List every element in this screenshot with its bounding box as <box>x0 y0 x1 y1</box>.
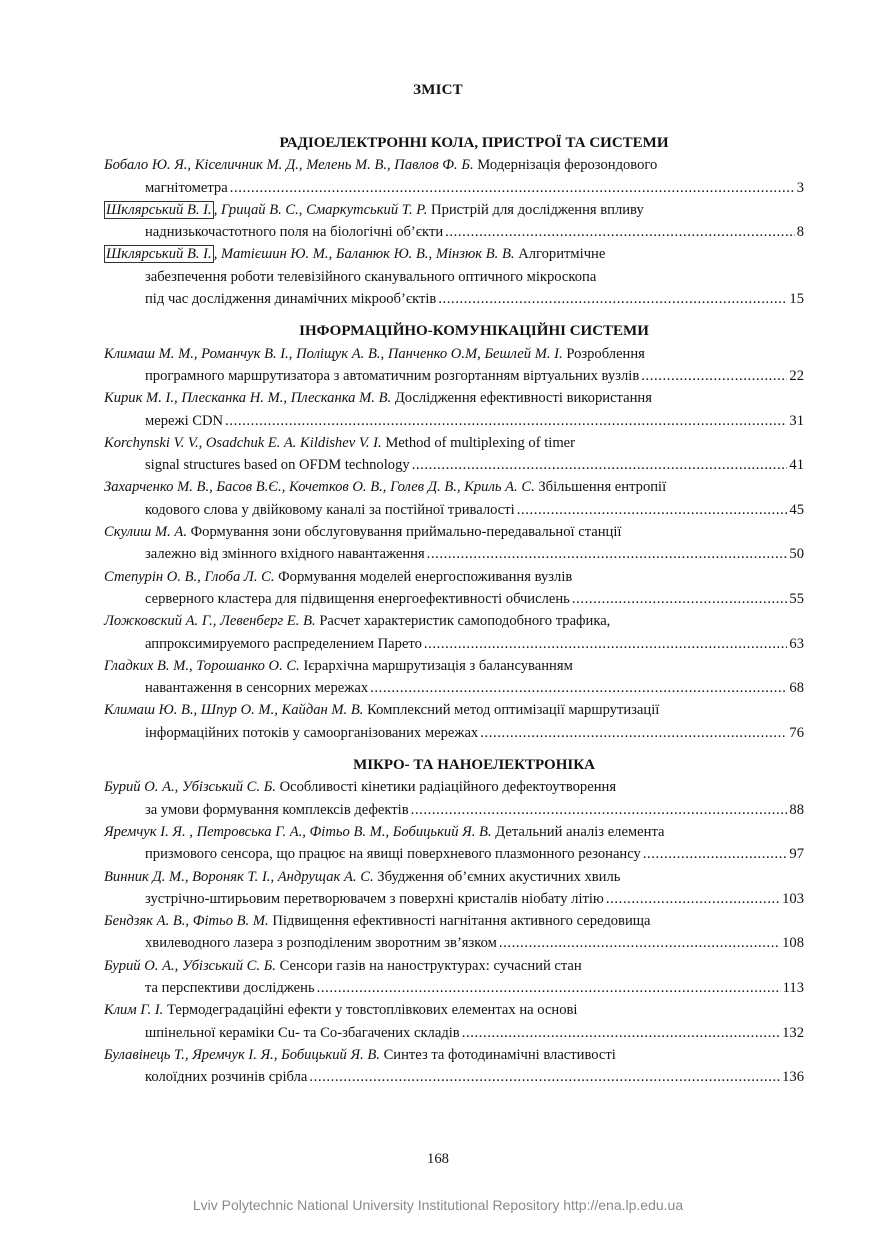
toc-entry[interactable] <box>104 387 804 432</box>
entry-title-continued: шпінельної кераміки Cu- та Co-збагачених складів <box>145 1024 460 1041</box>
entry-continuation-line <box>104 454 804 476</box>
entry-page-number[interactable]: 63 <box>789 635 804 652</box>
entry-title: Method of multiplexing of timer <box>385 434 576 451</box>
entry-authors: Скулиш М. А. <box>104 524 187 541</box>
entry-title: Синтез та фотодинамічні властивості <box>383 1046 616 1063</box>
entry-page-number[interactable]: 136 <box>782 1069 804 1086</box>
entry-first-line <box>104 866 804 888</box>
entry-authors: Климаш Ю. В., Шпур О. М., Кайдан М. В. <box>104 702 364 719</box>
entry-authors: Яремчук І. Я. , Петровська Г. А., Фітьо В. М., Бобицький Я. В. <box>104 823 492 840</box>
entry-title: Комплексний метод оптимізації маршрутизації <box>367 702 660 719</box>
entry-first-line <box>104 910 804 932</box>
entry-continuation-line <box>104 799 804 821</box>
entry-first-line <box>104 521 804 543</box>
entry-title: Формування зони обслуговування приймально-передавальної станції <box>190 524 622 541</box>
toc-entry[interactable] <box>104 432 804 477</box>
dot-leader <box>517 499 788 521</box>
entry-title-continued: забезпечення роботи телевізійного сканувального оптичного мікроскопа <box>145 268 597 285</box>
entry-continuation-line <box>104 977 804 999</box>
entry-continuation-line <box>104 365 804 387</box>
entry-authors: Korchynski V. V., Osadchuk E. A. Kildishev V. I. <box>104 434 382 451</box>
entry-title-continued: інформаційних потоків у самоорганізованих мережах <box>145 724 479 741</box>
entry-continuation-line <box>104 843 804 865</box>
entry-title-continued: під час дослідження динамічних мікрооб’єктів <box>145 291 437 308</box>
entry-title-continued: наднизькочастотного поля на біологічні об’єкти <box>145 224 444 241</box>
entry-title-continued: колоїдних розчинів срібла <box>145 1069 308 1086</box>
dot-leader <box>230 177 795 199</box>
entry-page-number[interactable]: 76 <box>789 724 804 741</box>
entry-title: Ієрархічна маршрутизація з балансуванням <box>303 657 573 674</box>
dot-leader <box>370 677 787 699</box>
entry-authors: Бобало Ю. Я., Кіселичник М. Д., Мелень М. В., Павлов Ф. Б. <box>104 157 474 174</box>
entry-title-continued: програмного маршрутизатора з автоматичним розгортанням віртуальних вузлів <box>145 367 640 384</box>
entry-authors: Булавінець Т., Яремчук І. Я., Бобицький Я. В. <box>104 1046 380 1063</box>
entry-page-number[interactable]: 113 <box>782 979 804 996</box>
dot-leader <box>643 843 788 865</box>
entry-title: Расчет характеристик самоподобного трафика, <box>319 613 611 630</box>
entry-title: Сенсори газів на наноструктурах: сучасний стан <box>279 957 582 974</box>
toc-entry[interactable] <box>104 955 804 1000</box>
entry-title-continued: та перспективи досліджень <box>145 979 315 996</box>
dot-leader <box>480 722 787 744</box>
toc-entry[interactable] <box>104 154 804 199</box>
dot-leader <box>427 543 788 565</box>
dot-leader <box>606 888 780 910</box>
entry-authors: Степурін О. В., Глоба Л. С. <box>104 568 275 585</box>
entry-page-number[interactable]: 15 <box>789 291 804 308</box>
entry-title: Алгоритмічне <box>518 246 606 263</box>
entry-authors: , Грицай В. С., Смаркутський Т. Р. <box>213 201 428 218</box>
entry-title: Модернізація ферозондового <box>477 157 658 174</box>
toc-entry[interactable] <box>104 476 804 521</box>
entry-continuation-line <box>104 1066 804 1088</box>
dot-leader <box>572 588 788 610</box>
section-heading: МІКРО- ТА НАНОЕЛЕКТРОНІКА <box>353 757 595 774</box>
toc-entry[interactable] <box>104 910 804 955</box>
repository-footer: Lviv Polytechnic National University Institutional Repository http://ena.lp.edu.ua <box>192 1197 684 1213</box>
entry-authors: Захарченко М. В., Басов В.Є., Кочетков О. В., Голев Д. В., Криль А. С. <box>104 479 535 496</box>
entry-continuation-line <box>104 499 804 521</box>
entry-continuation-line <box>104 722 804 744</box>
entry-page-number[interactable]: 55 <box>789 590 804 607</box>
entry-title: Підвищення ефективності нагнітання активного середовища <box>272 913 651 930</box>
entry-authors: Климаш М. М., Романчук В. І., Поліщук А. В., Панченко О.М, Бешлей М. І. <box>104 345 563 362</box>
entry-first-line <box>104 999 804 1021</box>
entry-continuation-line <box>104 888 804 910</box>
entry-continuation-line <box>104 221 804 243</box>
entry-authors: Гладких В. М., Торошанко О. С. <box>104 657 300 674</box>
toc-entry[interactable] <box>104 343 804 388</box>
dot-leader <box>309 1066 780 1088</box>
entry-first-line <box>104 566 804 588</box>
entry-title-continued: signal structures based on OFDM technology <box>145 457 410 474</box>
entry-title: Дослідження ефективності використання <box>394 390 652 407</box>
entry-title-continued: мережі CDN <box>145 412 224 429</box>
dot-leader <box>641 365 787 387</box>
entry-first-line <box>104 154 804 176</box>
entry-continuation-line <box>104 266 804 288</box>
entry-title: Пристрій для дослідження впливу <box>431 201 644 218</box>
entry-page-number[interactable]: 41 <box>789 457 804 474</box>
entry-page-number[interactable]: 22 <box>789 367 804 384</box>
entry-first-line <box>104 699 804 721</box>
entry-title: Розроблення <box>566 345 645 362</box>
entry-authors: Бурий О. А., Убізський С. Б. <box>104 779 276 796</box>
entry-title-continued: серверного кластера для підвищення енергоефективності обчислень <box>145 590 570 607</box>
toc-entry[interactable] <box>104 821 804 866</box>
entry-first-line <box>104 199 804 221</box>
entry-authors: Кирик М. І., Плесканка Н. М., Плесканка М. В. <box>104 390 392 407</box>
section-heading: РАДІОЕЛЕКТРОННІ КОЛА, ПРИСТРОЇ ТА СИСТЕМИ <box>279 135 669 151</box>
entry-page-number[interactable]: 103 <box>782 890 804 907</box>
entry-first-line <box>104 476 804 498</box>
dot-leader <box>225 410 787 432</box>
entry-title: Термодеградаційні ефекти у товстоплівкових елементах на основі <box>166 1002 578 1019</box>
entry-page-number[interactable]: 8 <box>796 224 804 241</box>
dot-leader <box>438 288 787 310</box>
entry-first-line <box>104 243 804 265</box>
toc-entry[interactable] <box>104 610 804 655</box>
entry-authors: Бурий О. А., Убізський С. Б. <box>104 957 276 974</box>
entry-title-continued: аппроксимируемого распределением Парето <box>145 635 422 652</box>
entry-first-line <box>104 1044 804 1066</box>
toc-entry[interactable] <box>104 776 804 821</box>
toc-entry[interactable] <box>104 866 804 911</box>
toc-entry[interactable] <box>104 566 804 611</box>
dot-leader <box>412 454 788 476</box>
toc-entry[interactable] <box>104 699 804 744</box>
entry-first-line <box>104 610 804 632</box>
entry-authors: Ложковский А. Г., Левенберг Е. В. <box>104 613 316 630</box>
entry-page-number[interactable]: 88 <box>789 801 804 818</box>
dot-leader <box>445 221 795 243</box>
entry-page-number[interactable]: 3 <box>796 179 804 196</box>
toc-entry[interactable] <box>104 1044 804 1089</box>
entry-title-continued: зустрічно-штирьовим перетворювачем з поверхні кристалів ніобату літію <box>145 890 604 907</box>
highlighted-author: Шклярський В. І. <box>106 201 212 218</box>
entry-page-number[interactable]: 45 <box>789 501 804 518</box>
entry-title-continued: призмового сенсора, що працює на явищі поверхневого плазмонного резонансу <box>145 846 641 863</box>
entry-continuation-line <box>104 677 804 699</box>
entry-title: Збільшення ентропії <box>538 479 667 496</box>
entry-page-number[interactable]: 31 <box>789 412 804 429</box>
entry-page-number[interactable]: 132 <box>782 1024 804 1041</box>
entry-title: Збудження об’ємних акустичних хвиль <box>377 868 621 885</box>
entry-authors: Клим Г. І. <box>104 1002 164 1019</box>
entry-first-line <box>104 821 804 843</box>
dot-leader <box>411 799 788 821</box>
entry-continuation-line <box>104 177 804 199</box>
entry-first-line <box>104 776 804 798</box>
entry-first-line <box>104 387 804 409</box>
entry-title-continued: за умови формування комплексів дефектів <box>145 801 409 818</box>
dot-leader <box>499 932 780 954</box>
table-of-contents <box>104 132 804 1088</box>
entry-title: Особливості кінетики радіаційного дефектоутворення <box>279 779 617 796</box>
toc-entry[interactable] <box>104 243 804 310</box>
entry-page-number[interactable]: 108 <box>782 935 804 952</box>
entry-first-line <box>104 955 804 977</box>
section-heading: ІНФОРМАЦІЙНО-КОМУНІКАЦІЙНІ СИСТЕМИ <box>299 323 649 340</box>
entry-first-line <box>104 432 804 454</box>
toc-entry[interactable] <box>104 999 804 1044</box>
entry-title-continued: кодового слова у двійковому каналі за постійної тривалості <box>145 501 515 518</box>
page-title: ЗМІСТ <box>413 82 463 98</box>
entry-page-number[interactable]: 97 <box>789 846 804 863</box>
toc-entry[interactable] <box>104 521 804 566</box>
entry-title-continued: хвилеводного лазера з розподіленим зворотним зв’язком <box>145 935 497 952</box>
entry-title-continued: залежно від змінного вхідного навантаження <box>145 546 425 563</box>
dot-leader <box>424 633 788 655</box>
entry-authors: Бендзяк А. В., Фітьо В. М. <box>104 913 269 930</box>
entry-continuation-line <box>104 543 804 565</box>
entry-page-number[interactable]: 68 <box>789 680 804 697</box>
entry-first-line <box>104 343 804 365</box>
entry-continuation-line <box>104 932 804 954</box>
entry-first-line <box>104 655 804 677</box>
dot-leader <box>462 1022 780 1044</box>
entry-title: Формування моделей енергоспоживання вузлів <box>278 568 573 585</box>
entry-continuation-line <box>104 1022 804 1044</box>
entry-page-number[interactable]: 50 <box>789 546 804 563</box>
entry-title-continued: магнітометра <box>145 179 228 196</box>
entry-title-continued: навантаження в сенсорних мережах <box>145 680 369 697</box>
entry-continuation-line <box>104 288 804 310</box>
highlighted-author: Шклярський В. І. <box>106 246 212 263</box>
dot-leader <box>317 977 781 999</box>
entry-title: Детальний аналіз елемента <box>495 823 665 840</box>
page-number: 168 <box>427 1151 449 1167</box>
entry-authors: Винник Д. М., Вороняк Т. І., Андрущак А. С. <box>104 868 374 885</box>
toc-entry[interactable] <box>104 199 804 244</box>
toc-entry[interactable] <box>104 655 804 700</box>
entry-continuation-line <box>104 633 804 655</box>
entry-continuation-line <box>104 410 804 432</box>
entry-continuation-line <box>104 588 804 610</box>
entry-authors: , Матієшин Ю. М., Баланюк Ю. В., Мінзюк В. В. <box>213 246 515 263</box>
